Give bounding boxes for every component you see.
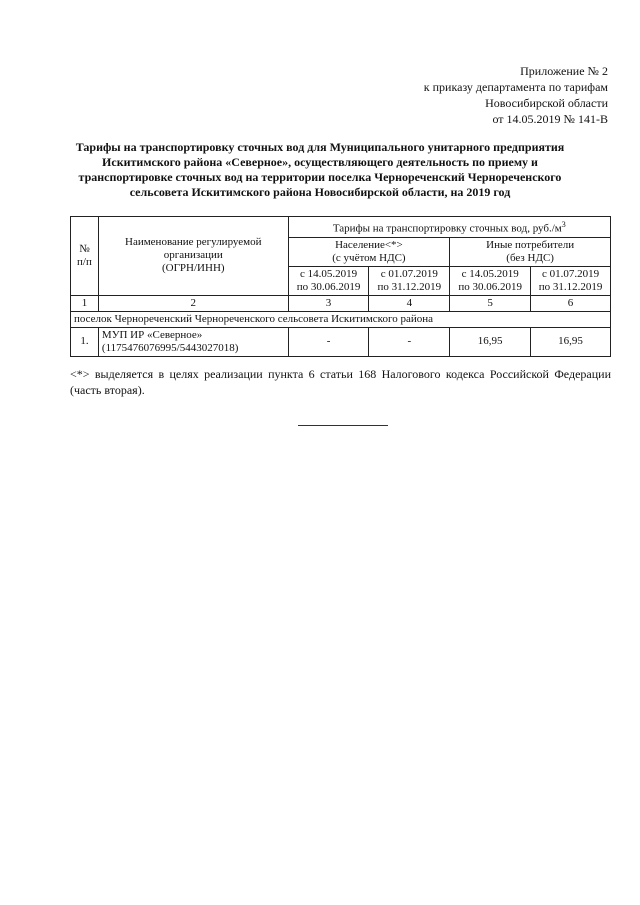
tariff-value-2: -	[369, 327, 450, 356]
header-period-3: с 14.05.2019 по 30.06.2019	[450, 266, 531, 295]
header-tariffs	[288, 217, 610, 238]
header-org: Наименование регулируемой организации (ОГРН/ИНН)	[98, 217, 288, 296]
header-tariffs-sup: 3	[561, 220, 566, 229]
row-org	[98, 327, 288, 356]
org-ids: (1175476076995/5443027018)	[101, 341, 239, 354]
document-title: Тарифы на транспортировку сточных вод для Муниципального унитарного предприятия Искитимского района «Северное», осуществляющего деятельность по приему и транспортировке сточных вод на территории поселка Чернореченский Чернореченского сельсовета Искитимского района Новосибирской области, на 2019 год	[75, 140, 565, 199]
appendix-order-ref: к приказу департамента по тарифам	[423, 80, 608, 94]
index-cell: 1	[71, 295, 99, 311]
tariff-value-1: -	[288, 327, 369, 356]
tariff-value-3: 16,95	[450, 327, 531, 356]
end-divider	[298, 425, 388, 426]
header-period-4: с 01.07.2019 по 31.12.2019	[531, 266, 611, 295]
index-cell: 5	[450, 295, 531, 311]
header-tariffs-text: Тарифы на транспортировку сточных вод, руб./м	[332, 222, 562, 235]
header-other-consumers: Иные потребители (без НДС)	[450, 237, 611, 266]
footnote: <*> выделяется в целях реализации пункта 6 статьи 168 Налогового кодекса Российской Федерации (часть вторая).	[70, 367, 611, 397]
header-no: № п/п	[71, 217, 99, 296]
index-cell: 2	[98, 295, 288, 311]
table-row	[71, 327, 611, 356]
header-period-2: с 01.07.2019 по 31.12.2019	[369, 266, 450, 295]
header-population: Население<*> (с учётом НДС)	[288, 237, 450, 266]
tariffs-table	[70, 216, 611, 357]
index-cell: 6	[531, 295, 611, 311]
org-name: МУП ИР «Северное»	[101, 328, 203, 341]
tariff-value-4: 16,95	[531, 327, 611, 356]
header-period-1: с 14.05.2019 по 30.06.2019	[288, 266, 369, 295]
row-no: 1.	[71, 327, 99, 356]
index-cell: 3	[288, 295, 369, 311]
appendix-region: Новосибирской области	[485, 96, 608, 110]
appendix-header	[424, 63, 608, 127]
section-title: поселок Чернореченский Чернореченского сельсовета Искитимского района	[71, 311, 611, 327]
index-row	[71, 295, 611, 311]
appendix-date: от 14.05.2019 № 141-В	[492, 112, 608, 126]
appendix-number: Приложение № 2	[520, 64, 608, 78]
index-cell: 4	[369, 295, 450, 311]
section-row	[71, 311, 611, 327]
